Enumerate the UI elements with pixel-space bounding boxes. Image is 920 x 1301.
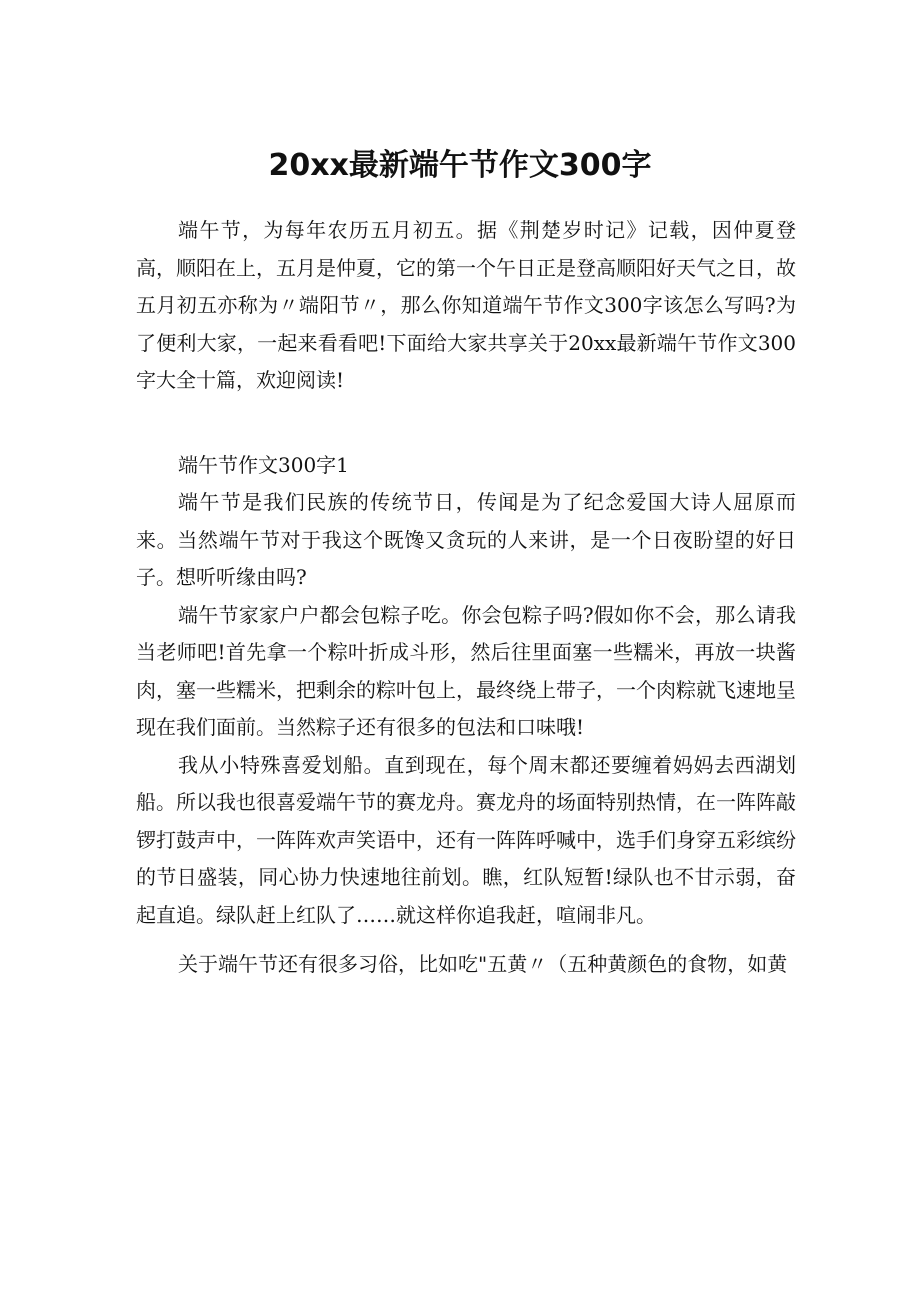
intro-paragraph: 端午节，为每年农历五月初五。据《荆楚岁时记》记载，因仲夏登高，顺阳在上，五月是仲夏，它的第一个午日正是登高顺阳好天气之日，故五月初五亦称为〃端阳节〃，那么你知道端午节作文300字该怎么写吗?为了便利大家，一起来看看吧!下面给大家共享关于20xx最新端午节作文300字大全十篇，欢迎阅读! [136, 218, 796, 392]
body-paragraph-2: 端午节家家户户都会包粽子吃。你会包粽子吗?假如你不会，那么请我当老师吧!首先拿一个粽叶折成斗形，然后往里面塞一些糯米，再放一块酱肉，塞一些糯米，把剩余的粽叶包上，最终绕上带子，一个肉粽就飞速地呈现在我们面前。当然粽子还有很多的包法和口味哦! [136, 602, 796, 739]
body-paragraph-4: 关于端午节还有很多习俗，比如吃"五黄〃（五种黄颜色的食物，如黄 [178, 952, 788, 976]
body-paragraph-3: 我从小特殊喜爱划船。直到现在，每个周末都还要缠着妈妈去西湖划船。所以我也很喜爱端午节的赛龙舟。赛龙舟的场面特别热情，在一阵阵敲锣打鼓声中，一阵阵欢声笑语中，还有一阵阵呼喊中，选手们身穿五彩缤纷的节日盛装，同心协力快速地往前划。瞧，红队短暂!绿队也不甘示弱，奋起直追。绿队赶上红队了……就这样你追我赶，喧闹非凡。 [136, 752, 796, 927]
document-body [136, 212, 796, 984]
page-title: 20xx最新端午节作文300字 [268, 148, 652, 183]
section-heading: 端午节作文300字1 [178, 452, 349, 477]
body-paragraph-1: 端午节是我们民族的传统节日，传闻是为了纪念爱国大诗人屈原而来。当然端午节对于我这个既馋又贪玩的人来讲，是一个日夜盼望的好日子。想听听缘由吗? [136, 490, 796, 589]
